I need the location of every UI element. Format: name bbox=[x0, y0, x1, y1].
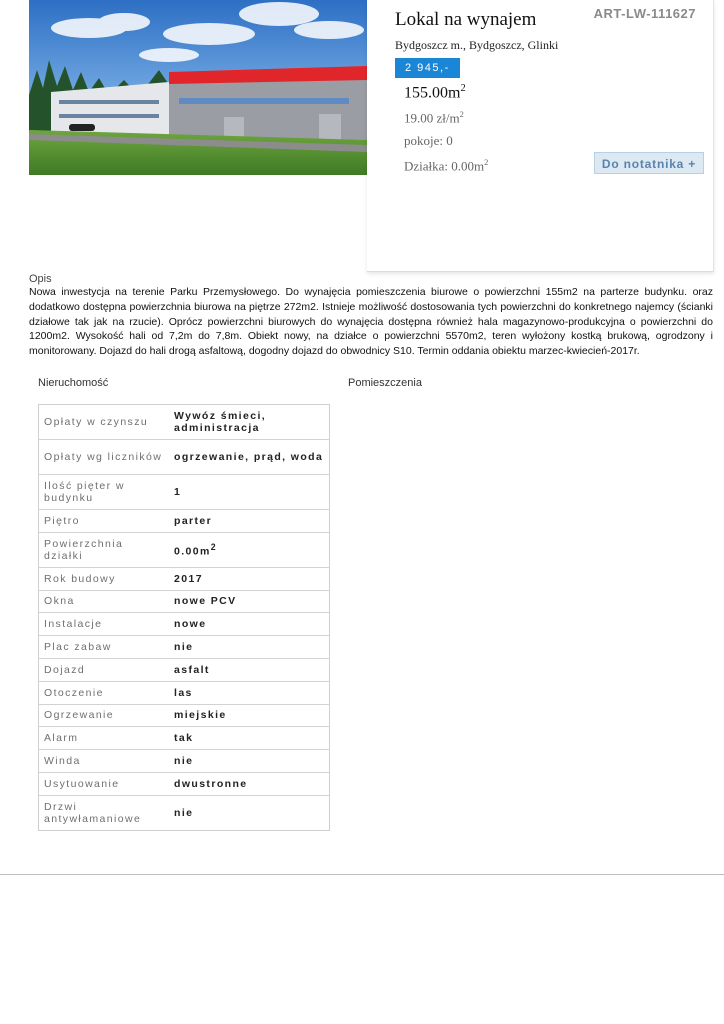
table-row bbox=[39, 750, 330, 773]
property-label: Okna bbox=[39, 590, 170, 613]
table-row bbox=[39, 636, 330, 659]
footer-divider bbox=[0, 874, 724, 875]
property-value: dwustronne bbox=[169, 772, 330, 795]
property-label: Rok budowy bbox=[39, 567, 170, 590]
description-label: Opis bbox=[29, 273, 52, 285]
property-details-table bbox=[38, 404, 330, 831]
plot-area-superscript: 2 bbox=[210, 542, 218, 553]
property-value bbox=[169, 532, 330, 567]
property-value: nie bbox=[169, 750, 330, 773]
rooms-section-heading: Pomieszczenia bbox=[348, 377, 422, 389]
property-label: Usytuowanie bbox=[39, 772, 170, 795]
table-row bbox=[39, 795, 330, 830]
property-value: ogrzewanie, prąd, woda bbox=[169, 440, 330, 475]
property-value: Wywóz śmieci, administracja bbox=[174, 410, 267, 434]
property-label: Drzwi antywłamaniowe bbox=[39, 795, 170, 830]
table-row bbox=[39, 405, 330, 440]
price-per-square-meter bbox=[404, 109, 464, 126]
table-row bbox=[39, 613, 330, 636]
property-value: parter bbox=[169, 510, 330, 533]
table-row bbox=[39, 658, 330, 681]
property-section-heading: Nieruchomość bbox=[38, 377, 109, 389]
table-row bbox=[39, 440, 330, 475]
price-per-m2-superscript: 2 bbox=[459, 109, 464, 119]
table-row bbox=[39, 532, 330, 567]
property-value: tak bbox=[169, 727, 330, 750]
table-row bbox=[39, 510, 330, 533]
property-label: Instalacje bbox=[39, 613, 170, 636]
table-row bbox=[39, 681, 330, 704]
property-label: Dojazd bbox=[39, 658, 170, 681]
property-value: nie bbox=[169, 636, 330, 659]
property-label: Ilość pięter w budynku bbox=[39, 475, 170, 510]
table-row bbox=[39, 704, 330, 727]
property-label: Plac zabaw bbox=[39, 636, 170, 659]
plot-size-superscript: 2 bbox=[484, 157, 489, 167]
listing-reference: ART-LW-111627 bbox=[593, 6, 696, 21]
property-value: las bbox=[169, 681, 330, 704]
property-value: nowe PCV bbox=[169, 590, 330, 613]
property-label: Winda bbox=[39, 750, 170, 773]
property-value: nie bbox=[169, 795, 330, 830]
property-value: nowe bbox=[169, 613, 330, 636]
property-label: Otoczenie bbox=[39, 681, 170, 704]
table-row bbox=[39, 772, 330, 795]
property-label: Powierzchnia działki bbox=[39, 532, 170, 567]
property-label: Ogrzewanie bbox=[39, 704, 170, 727]
price-per-m2-value: 19.00 zł/m bbox=[404, 110, 460, 126]
add-to-notebook-button[interactable]: Do notatnika + bbox=[594, 152, 704, 174]
plot-size-value: Działka: 0.00m bbox=[404, 158, 485, 174]
area-value: 155.00m bbox=[404, 84, 461, 102]
listing-location: Bydgoszcz m., Bydgoszcz, Glinki bbox=[395, 38, 559, 52]
plot-size bbox=[404, 157, 488, 174]
rooms-count: pokoje: 0 bbox=[404, 133, 453, 148]
property-value: 1 bbox=[169, 475, 330, 510]
listing-title: Lokal na wynajem bbox=[395, 9, 537, 30]
description-text: Nowa inwestycja na terenie Parku Przemysłowego. Do wynajęcia pomieszczenia biurowe o powierzchni 155m2 na parterze budynku. oraz dodatkowo dostępna powierzchnia biurowa na piętrze 272m2. Istnieje możliwość dostosowania tych powierzchni do konkretnego najemcy (ścianki działowe tak jak na rzucie). Oprócz powierzchni biurowych do wynajęcia dostępna również hala magazynowo-produkcyjna o powierzchni do 1200m2. Wysokość hali od 7,2m do 7,8m. Obiekt nowy, na działce o powierzchni 5570m2, teren wyłożony kostką brukową, ogrodzony i monitorowany. Dojazd do hali drogą asfaltową, dogodny dojazd do obwodnicy S10. Termin oddania obiektu marzec-kwiecień-2017r. bbox=[29, 286, 713, 358]
price-badge: 2 945,- bbox=[395, 58, 460, 78]
property-value: asfalt bbox=[169, 658, 330, 681]
plot-area-value: 0.00m bbox=[174, 545, 211, 558]
listing-summary-card bbox=[367, 0, 714, 272]
property-photo bbox=[29, 0, 367, 175]
listing-area bbox=[404, 83, 466, 102]
property-label: Alarm bbox=[39, 727, 170, 750]
area-unit-superscript: 2 bbox=[460, 83, 466, 94]
property-value: miejskie bbox=[169, 704, 330, 727]
table-row bbox=[39, 567, 330, 590]
property-label: Piętro bbox=[39, 510, 170, 533]
table-row bbox=[39, 475, 330, 510]
property-label: Opłaty wg liczników bbox=[39, 440, 170, 475]
property-label: Opłaty w czynszu bbox=[44, 416, 149, 428]
table-row bbox=[39, 590, 330, 613]
table-row bbox=[39, 727, 330, 750]
property-value: 2017 bbox=[169, 567, 330, 590]
